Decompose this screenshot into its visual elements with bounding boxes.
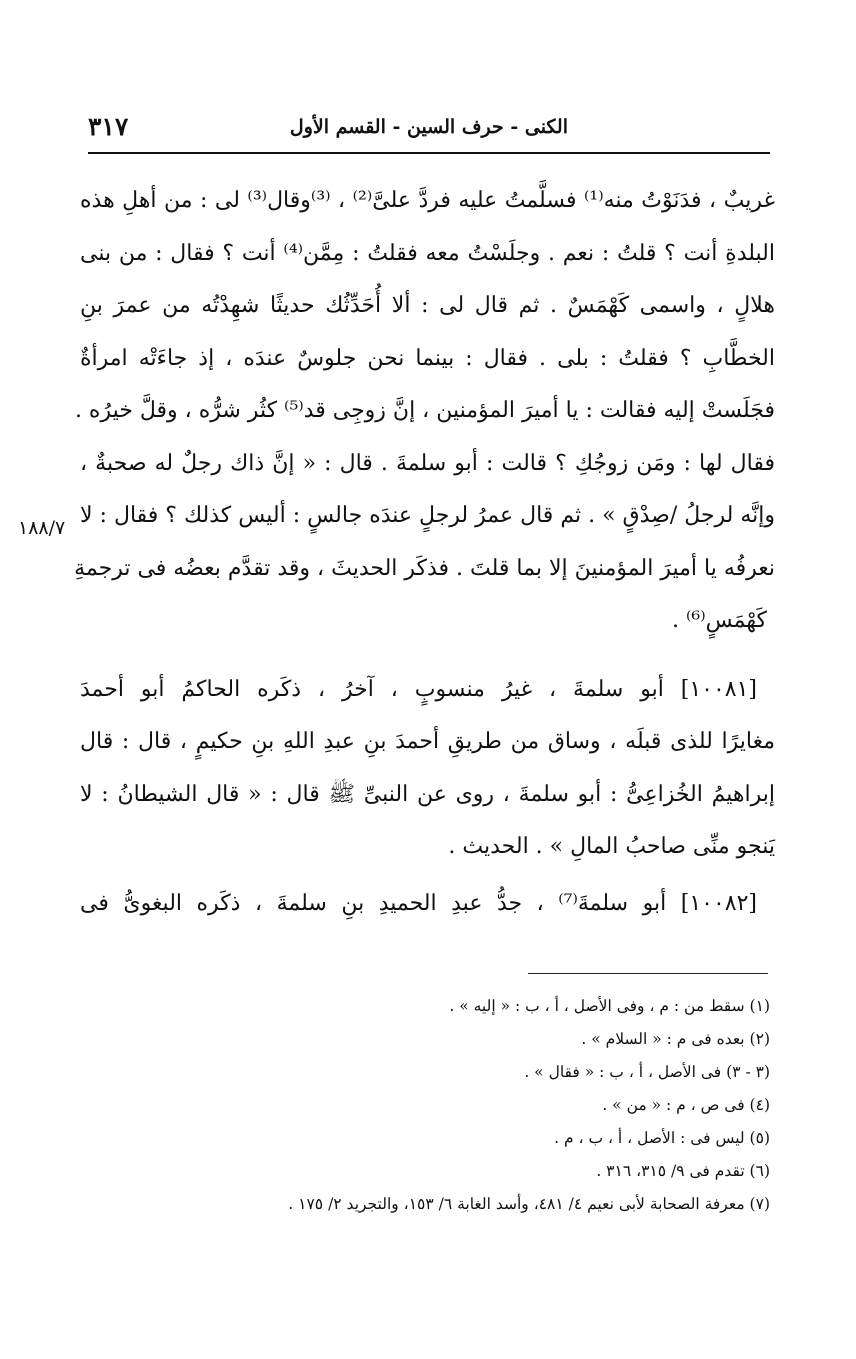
footnotes [150,990,770,1221]
margin-volume-page-reference: ١٨٨/٧ [18,517,66,539]
text-line: يَنجو منِّى صاحبُ المالِ » . الحديث . [448,834,775,859]
entry-10082-heading-line: [١٠٠٨٢] أبو سلمةَ⁽⁷⁾ ، جدُّ عبدِ الحميدِ بنِ سلمةَ ، ذكَره البغوىُّ فى [80,890,757,916]
text-line: فقال لها : ومَن زوجُكِ ؟ قالت : أبو سلمةَ . قال : « إنَّ ذاك رجلٌ له صحبةٌ ، [80,450,775,476]
running-title: الكنى - حرف السين - القسم الأول [289,116,568,138]
footnote: (٢) بعده فى م : « السلام » . [581,1030,770,1048]
text-line: كَهْمَسٍ⁽⁶⁾ . [671,608,767,633]
footnote-divider [528,973,768,974]
text-line: إبراهيمُ الخُزاعِىُّ : أبو سلمةَ ، روى عن النبىِّ ﷺ قال : « قال الشيطانُ : لا [80,781,775,807]
text-line: البلدةِ أنت ؟ قلتُ : نعم . وجلَسْتُ معه فقلتُ : مِمَّن⁽⁴⁾ أنت ؟ فقال : من بنى [80,240,775,266]
text-line: مغايرًا للذى قبلَه ، وساق من طريقِ أحمدَ بنِ عبدِ اللهِ بنِ حكيمٍ ، قال : قال [80,729,775,754]
text-line: الخطَّابِ ؟ فقلتُ : بلى . فقال : بينما نحن جلوسٌ عندَه ، إذ جاءَتْه امرأةٌ [80,345,776,371]
text-line: هلالٍ ، واسمى كَهْمَسٌ . ثم قال لى : ألا أُحَدِّثُك حديثًا شهِدْتُه من عمرَ بنِ [80,293,775,318]
text-line: نعرفُه يا أميرَ المؤمنينَ إلا بما قلتَ . فذكَر الحديثَ ، وقد تقدَّم بعضُه فى ترجمةِ [74,555,775,581]
text-line: وإنَّه لرجلُ /صِدْقٍ » . ثم قال عمرُ لرجلٍ عندَه جالسٍ : أليس كذلك ؟ فقال : لا [80,503,775,528]
header-divider [88,152,770,154]
entry-spacer [80,648,775,664]
footnote: (٣ - ٣) فى الأصل ، أ ، ب : « فقال » . [524,1063,770,1081]
entry-10081-heading-line: [١٠٠٨١] أبو سلمةَ ، غيرُ منسوبٍ ، آخرُ ، ذكَره الحاكمُ أبو أحمدَ [80,676,757,702]
footnote: (٧) معرفة الصحابة لأبى نعيم ٤/ ٤٨١، وأسد الغابة ٦/ ١٥٣، والتجريد ٢/ ١٧٥ . [288,1195,770,1213]
footnote: (١) سقط من : م ، وفى الأصل ، أ ، ب : « إليه » . [449,997,770,1015]
text-line: فجَلَستْ إليه فقالت : يا أميرَ المؤمنين ، إنَّ زوجِى قد⁽⁵⁾ كثُر شرُّه ، وقلَّ خيرُه . [74,398,775,423]
page-number: ٣١٧ [88,112,129,141]
footnote: (٤) فى ص ، م : « من » . [602,1096,770,1114]
main-text [74,175,776,930]
page-header [88,112,768,148]
text-line: غريبٌ ، فدَنَوْتُ منه⁽¹⁾ فسلَّمتُ عليه فردَّ علىَّ⁽²⁾ ، ⁽³⁾وقال⁽³⁾ لى : من أهلِ هذه [80,188,775,213]
footnote: (٦) تقدم فى ٩/ ٣١٥، ٣١٦ . [596,1162,770,1180]
footnote: (٥) ليس فى : الأصل ، أ ، ب ، م . [554,1129,770,1147]
